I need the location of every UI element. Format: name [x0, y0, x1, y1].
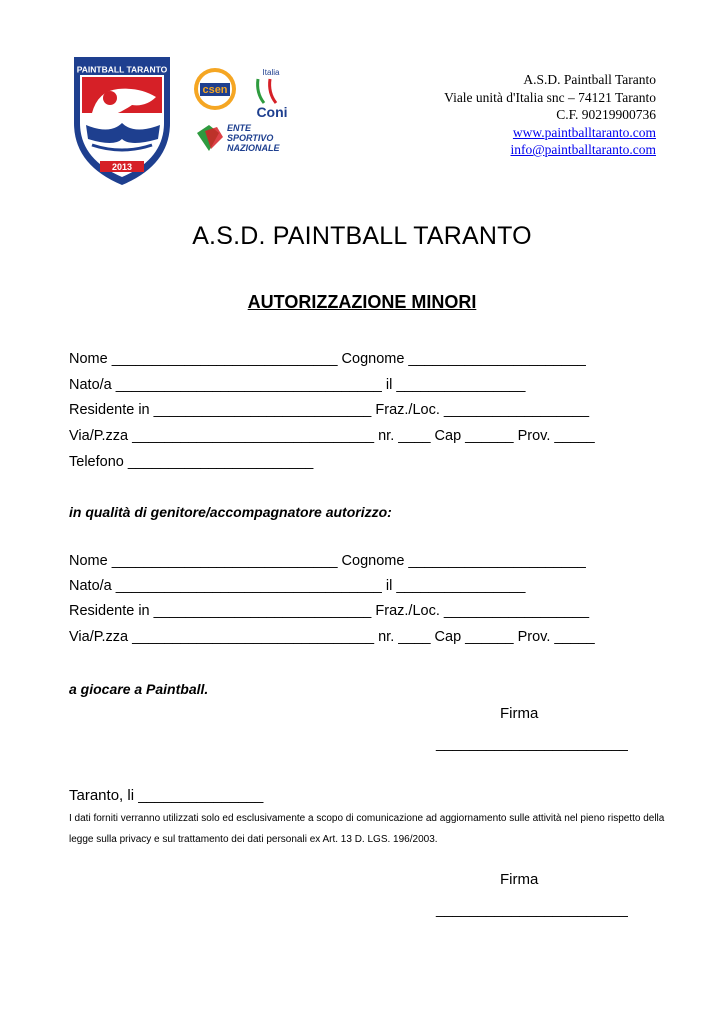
place-date-line: Taranto, li _______________: [69, 787, 264, 804]
org-info: [444, 71, 656, 159]
org-name: A.S.D. Paintball Taranto: [523, 72, 656, 87]
esn-line-3: NAZIONALE: [227, 143, 280, 153]
minor-address-line: Via/P.zza ______________________________ nr. ____ Cap ______ Prov. _____: [69, 428, 595, 444]
minor-phone-line: Telefono _______________________: [69, 454, 314, 470]
signature-line-1: _______________________: [436, 735, 628, 752]
guardian-residence-line: Residente in ___________________________ Fraz./Loc. __________________: [69, 603, 590, 619]
guardian-birth-line: Nato/a _________________________________ il ________________: [69, 578, 526, 594]
document-subtitle: AUTORIZZAZIONE MINORI: [247, 292, 477, 312]
minor-residence-line: Residente in ___________________________ Fraz./Loc. __________________: [69, 402, 590, 418]
email-link[interactable]: info@paintballtaranto.com: [510, 142, 656, 157]
esn-line-2: SPORTIVO: [227, 133, 274, 143]
guardian-address-line: Via/P.zza ______________________________ nr. ____ Cap ______ Prov. _____: [69, 629, 595, 645]
ente-sportivo-nazionale-logo: [195, 121, 305, 155]
minor-name-line: Nome ____________________________ Cognome ______________________: [69, 351, 586, 367]
signature-label-2: Firma: [500, 871, 539, 888]
coni-name-text: Coni: [256, 104, 288, 119]
org-cf: C.F. 90219900736: [556, 107, 656, 122]
privacy-notice: I dati forniti verranno utilizzati solo ed esclusivamente a scopo di comunicazione ad aggiornamento sulle attività nel pieno rispetto della legge sulla privacy e sul trattamento dei dati personali ex Art. 13 D. LGS. 196/2003.: [69, 813, 665, 845]
paintball-taranto-logo: [70, 53, 174, 187]
shield-year: 2013: [111, 162, 133, 172]
csen-logo: [193, 67, 237, 111]
website-link[interactable]: www.paintballtaranto.com: [512, 124, 656, 140]
org-address: Viale unità d'Italia snc – 74121 Taranto: [444, 89, 656, 105]
coni-top-text: Italia: [262, 68, 280, 77]
guardian-intro: in qualità di genitore/accompagnatore autorizzo:: [69, 504, 392, 520]
document-title: A.S.D. PAINTBALL TARANTO: [192, 222, 532, 250]
coni-logo: [250, 67, 292, 119]
esn-line-1: ENTE: [227, 123, 252, 133]
shield-title: PAINTBALL TARANTO: [76, 64, 168, 75]
play-authorization-text: a giocare a Paintball.: [69, 681, 209, 697]
signature-label-1: Firma: [500, 705, 539, 722]
csen-text: csen: [202, 84, 228, 96]
minor-birth-line: Nato/a _________________________________ il ________________: [69, 377, 526, 393]
signature-line-2: _______________________: [436, 901, 628, 918]
guardian-name-line: Nome ____________________________ Cognome ______________________: [69, 553, 586, 569]
